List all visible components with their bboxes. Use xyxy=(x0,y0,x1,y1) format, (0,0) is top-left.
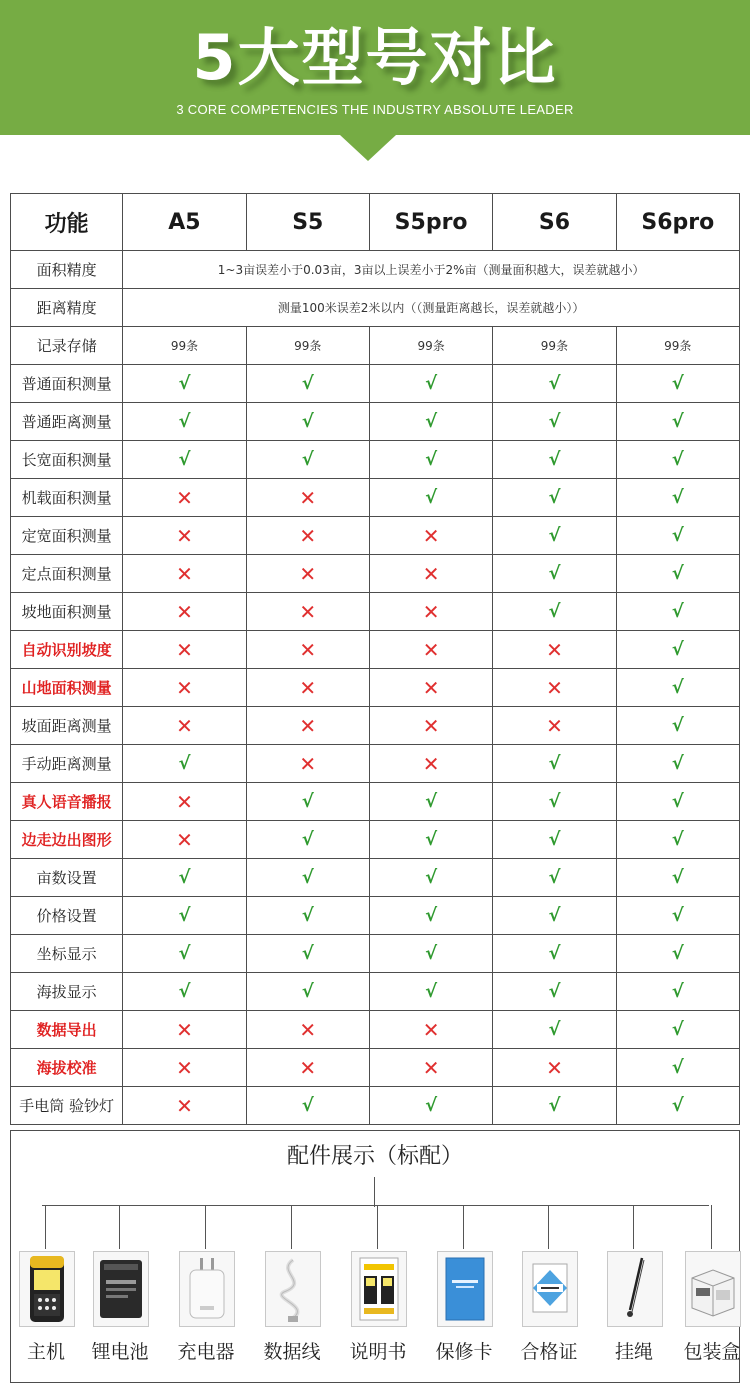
storage-cell: 99条 xyxy=(616,327,739,365)
feature-cell xyxy=(493,669,616,707)
storage-cell: 99条 xyxy=(123,327,246,365)
feature-cell xyxy=(493,631,616,669)
table-row xyxy=(11,973,740,1011)
feature-cell xyxy=(616,821,739,859)
feature-cell xyxy=(246,897,369,935)
cross-icon: ✕ xyxy=(176,713,193,738)
table-row-storage xyxy=(11,327,740,365)
check-icon: √ xyxy=(671,677,684,698)
cross-icon: ✕ xyxy=(176,561,193,586)
feature-cell xyxy=(123,631,246,669)
table-row xyxy=(11,1049,740,1087)
check-icon: √ xyxy=(548,829,561,850)
feature-cell xyxy=(493,441,616,479)
cross-icon: ✕ xyxy=(299,523,317,548)
connector-line xyxy=(42,1205,709,1206)
accessory-label: 保修卡 xyxy=(435,1341,493,1363)
feature-cell xyxy=(369,593,492,631)
feature-label: 手动距离测量 xyxy=(11,745,123,783)
cross-icon: ✕ xyxy=(546,637,563,662)
feature-cell xyxy=(616,707,739,745)
accessory-label: 锂电池 xyxy=(91,1341,149,1363)
feature-cell xyxy=(493,973,616,1011)
cross-icon: ✕ xyxy=(422,1055,440,1080)
check-icon: √ xyxy=(425,1095,438,1116)
feature-cell xyxy=(369,1011,492,1049)
feature-label: 价格设置 xyxy=(11,897,123,935)
cross-icon: ✕ xyxy=(299,561,317,586)
check-icon: √ xyxy=(671,1057,684,1078)
feature-cell xyxy=(493,897,616,935)
feature-cell xyxy=(616,745,739,783)
table-row xyxy=(11,479,740,517)
column-header-a5: A5 xyxy=(123,194,246,251)
check-icon: √ xyxy=(671,791,684,812)
table-row xyxy=(11,707,740,745)
feature-cell xyxy=(616,1011,739,1049)
table-row xyxy=(11,897,740,935)
feature-label: 坡地面积测量 xyxy=(11,593,123,631)
charger-icon xyxy=(179,1251,235,1327)
check-icon: √ xyxy=(671,829,684,850)
check-icon: √ xyxy=(178,449,191,470)
row-label: 距离精度 xyxy=(11,289,123,327)
feature-cell xyxy=(246,441,369,479)
cross-icon: ✕ xyxy=(546,713,563,738)
check-icon: √ xyxy=(178,943,191,964)
feature-cell xyxy=(123,973,246,1011)
feature-cell xyxy=(123,593,246,631)
check-icon: √ xyxy=(548,791,561,812)
check-icon: √ xyxy=(548,411,561,432)
feature-cell xyxy=(369,555,492,593)
feature-cell xyxy=(369,935,492,973)
page-title: 5大型号对比 xyxy=(192,21,558,94)
manual-icon xyxy=(351,1251,407,1327)
column-header-s6pro: S6pro xyxy=(616,194,739,251)
check-icon: √ xyxy=(301,1095,314,1116)
cross-icon: ✕ xyxy=(299,485,317,510)
feature-cell xyxy=(493,783,616,821)
feature-cell xyxy=(369,479,492,517)
feature-cell xyxy=(616,783,739,821)
check-icon: √ xyxy=(671,943,684,964)
feature-cell xyxy=(246,631,369,669)
feature-cell xyxy=(616,479,739,517)
feature-cell xyxy=(369,441,492,479)
feature-cell xyxy=(616,1049,739,1087)
feature-cell xyxy=(123,935,246,973)
feature-label: 真人语音播报 xyxy=(11,783,123,821)
feature-cell xyxy=(123,745,246,783)
connector-line xyxy=(463,1205,464,1249)
feature-cell xyxy=(246,1049,369,1087)
column-header-s5pro: S5pro xyxy=(369,194,492,251)
feature-cell xyxy=(123,555,246,593)
column-header-s5: S5 xyxy=(246,194,369,251)
feature-cell xyxy=(123,859,246,897)
feature-cell xyxy=(493,593,616,631)
feature-label: 定宽面积测量 xyxy=(11,517,123,555)
accessories-title: 配件展示（标配） xyxy=(286,1144,463,1169)
feature-cell xyxy=(246,783,369,821)
box-icon xyxy=(685,1251,741,1327)
feature-cell xyxy=(246,707,369,745)
accessory-label: 包装盒 xyxy=(683,1341,741,1363)
feature-cell xyxy=(246,555,369,593)
feature-cell xyxy=(493,859,616,897)
cross-icon: ✕ xyxy=(176,1093,193,1118)
feature-cell xyxy=(616,631,739,669)
feature-cell xyxy=(246,593,369,631)
check-icon: √ xyxy=(548,525,561,546)
check-icon: √ xyxy=(548,601,561,622)
connector-line xyxy=(377,1205,378,1249)
check-icon: √ xyxy=(548,753,561,774)
cross-icon: ✕ xyxy=(176,599,193,624)
table-row xyxy=(11,365,740,403)
feature-cell xyxy=(246,973,369,1011)
accessory-label: 说明书 xyxy=(349,1341,407,1363)
check-icon: √ xyxy=(548,1019,561,1040)
check-icon: √ xyxy=(301,373,314,394)
cross-icon: ✕ xyxy=(176,523,193,548)
cross-icon: ✕ xyxy=(176,827,193,852)
feature-cell xyxy=(123,1049,246,1087)
cross-icon: ✕ xyxy=(422,561,440,586)
check-icon: √ xyxy=(548,943,561,964)
feature-label: 坐标显示 xyxy=(11,935,123,973)
header-banner xyxy=(0,0,750,135)
page-subtitle: 3 CORE COMPETENCIES THE INDUSTRY ABSOLUTE LEADER xyxy=(176,102,574,117)
table-row xyxy=(11,517,740,555)
table-row xyxy=(11,669,740,707)
check-icon: √ xyxy=(301,791,314,812)
check-icon: √ xyxy=(548,867,561,888)
connector-line xyxy=(205,1205,206,1249)
feature-cell xyxy=(493,821,616,859)
feature-cell xyxy=(493,1087,616,1125)
check-icon: √ xyxy=(671,373,684,394)
connector-line xyxy=(374,1177,375,1207)
cross-icon: ✕ xyxy=(299,751,317,776)
accessory-label: 数据线 xyxy=(263,1341,321,1363)
check-icon: √ xyxy=(671,563,684,584)
feature-cell xyxy=(369,1049,492,1087)
feature-label: 定点面积测量 xyxy=(11,555,123,593)
feature-cell xyxy=(369,783,492,821)
table-row xyxy=(11,783,740,821)
feature-label: 海拔校准 xyxy=(11,1049,123,1087)
feature-cell xyxy=(123,441,246,479)
feature-cell xyxy=(123,365,246,403)
lanyard-icon xyxy=(607,1251,663,1327)
check-icon: √ xyxy=(178,905,191,926)
storage-cell: 99条 xyxy=(246,327,369,365)
cross-icon: ✕ xyxy=(546,675,563,700)
check-icon: √ xyxy=(671,449,684,470)
feature-cell xyxy=(616,517,739,555)
check-icon: √ xyxy=(301,867,314,888)
check-icon: √ xyxy=(425,411,438,432)
check-icon: √ xyxy=(425,449,438,470)
check-icon: √ xyxy=(425,373,438,394)
feature-cell xyxy=(246,517,369,555)
table-row xyxy=(11,1087,740,1125)
feature-cell xyxy=(123,897,246,935)
row-label: 面积精度 xyxy=(11,251,123,289)
cross-icon: ✕ xyxy=(299,675,317,700)
feature-cell xyxy=(246,1087,369,1125)
feature-cell xyxy=(369,859,492,897)
feature-cell xyxy=(246,669,369,707)
check-icon: √ xyxy=(301,981,314,1002)
cross-icon: ✕ xyxy=(422,599,440,624)
check-icon: √ xyxy=(548,1095,561,1116)
check-icon: √ xyxy=(178,373,191,394)
feature-cell xyxy=(493,707,616,745)
table-row xyxy=(11,1011,740,1049)
feature-cell xyxy=(246,479,369,517)
battery-icon xyxy=(93,1251,149,1327)
comparison-table xyxy=(10,193,740,1125)
check-icon: √ xyxy=(671,525,684,546)
warranty-card-icon xyxy=(437,1251,493,1327)
cross-icon: ✕ xyxy=(422,523,440,548)
storage-cell: 99条 xyxy=(493,327,616,365)
column-header-s6: S6 xyxy=(493,194,616,251)
feature-cell xyxy=(369,631,492,669)
feature-cell xyxy=(616,593,739,631)
comparison-table-wrapper xyxy=(10,193,740,1125)
table-row xyxy=(11,935,740,973)
feature-cell xyxy=(246,745,369,783)
table-row xyxy=(11,745,740,783)
feature-cell xyxy=(616,365,739,403)
feature-cell xyxy=(493,365,616,403)
check-icon: √ xyxy=(548,981,561,1002)
accessory-label: 主机 xyxy=(26,1341,65,1363)
feature-label: 普通面积测量 xyxy=(11,365,123,403)
feature-cell xyxy=(369,403,492,441)
connector-line xyxy=(548,1205,549,1249)
check-icon: √ xyxy=(301,905,314,926)
table-row xyxy=(11,859,740,897)
feature-cell xyxy=(369,365,492,403)
check-icon: √ xyxy=(178,981,191,1002)
check-icon: √ xyxy=(671,715,684,736)
cross-icon: ✕ xyxy=(422,751,440,776)
feature-cell xyxy=(493,479,616,517)
check-icon: √ xyxy=(301,829,314,850)
feature-cell xyxy=(616,935,739,973)
connector-line xyxy=(119,1205,120,1249)
check-icon: √ xyxy=(671,601,684,622)
feature-cell xyxy=(123,479,246,517)
feature-cell xyxy=(493,1011,616,1049)
cable-icon xyxy=(265,1251,321,1327)
cross-icon: ✕ xyxy=(422,675,440,700)
check-icon: √ xyxy=(425,829,438,850)
cross-icon: ✕ xyxy=(176,485,193,510)
table-row xyxy=(11,631,740,669)
connector-line xyxy=(45,1205,46,1249)
accessory-label: 充电器 xyxy=(177,1341,235,1363)
cross-icon: ✕ xyxy=(299,637,317,662)
connector-line xyxy=(711,1205,712,1249)
feature-cell xyxy=(616,403,739,441)
table-row xyxy=(11,441,740,479)
cross-icon: ✕ xyxy=(299,1055,317,1080)
certificate-icon xyxy=(522,1251,578,1327)
cross-icon: ✕ xyxy=(422,637,440,662)
feature-cell xyxy=(123,403,246,441)
feature-cell xyxy=(246,365,369,403)
feature-cell xyxy=(369,707,492,745)
feature-label: 山地面积测量 xyxy=(11,669,123,707)
check-icon: √ xyxy=(425,791,438,812)
feature-cell xyxy=(123,669,246,707)
check-icon: √ xyxy=(671,753,684,774)
feature-cell xyxy=(369,973,492,1011)
table-header-row xyxy=(11,194,740,251)
feature-cell xyxy=(616,669,739,707)
accessory-label: 挂绳 xyxy=(614,1341,653,1363)
feature-label: 手电筒 验钞灯 xyxy=(11,1087,123,1125)
table-row xyxy=(11,555,740,593)
feature-cell xyxy=(246,821,369,859)
cross-icon: ✕ xyxy=(422,713,440,738)
cross-icon: ✕ xyxy=(176,675,193,700)
check-icon: √ xyxy=(671,1095,684,1116)
check-icon: √ xyxy=(671,411,684,432)
check-icon: √ xyxy=(548,487,561,508)
feature-cell xyxy=(123,821,246,859)
check-icon: √ xyxy=(671,867,684,888)
row-label: 记录存储 xyxy=(11,327,123,365)
check-icon: √ xyxy=(425,943,438,964)
feature-label: 长宽面积测量 xyxy=(11,441,123,479)
check-icon: √ xyxy=(671,981,684,1002)
feature-label: 自动识别坡度 xyxy=(11,631,123,669)
connector-line xyxy=(633,1205,634,1249)
feature-cell xyxy=(123,783,246,821)
feature-cell xyxy=(493,935,616,973)
feature-cell xyxy=(246,403,369,441)
check-icon: √ xyxy=(671,639,684,660)
check-icon: √ xyxy=(671,487,684,508)
device-icon xyxy=(19,1251,75,1327)
accessory-label: 合格证 xyxy=(520,1341,578,1363)
feature-cell xyxy=(246,859,369,897)
feature-cell xyxy=(616,973,739,1011)
area-accuracy-note: 1~3亩误差小于0.03亩，3亩以上误差小于2%亩（测量面积越大，误差就越小） xyxy=(123,251,740,289)
feature-label: 边走边出图形 xyxy=(11,821,123,859)
feature-cell xyxy=(246,935,369,973)
check-icon: √ xyxy=(425,867,438,888)
feature-cell xyxy=(123,707,246,745)
feature-cell xyxy=(493,1049,616,1087)
column-header-feature: 功能 xyxy=(11,194,123,251)
feature-cell xyxy=(616,897,739,935)
feature-cell xyxy=(369,897,492,935)
check-icon: √ xyxy=(548,449,561,470)
feature-label: 海拔显示 xyxy=(11,973,123,1011)
table-row xyxy=(11,821,740,859)
cross-icon: ✕ xyxy=(422,1017,440,1042)
cross-icon: ✕ xyxy=(546,1055,563,1080)
feature-cell xyxy=(616,441,739,479)
check-icon: √ xyxy=(425,487,438,508)
feature-cell xyxy=(369,1087,492,1125)
table-row xyxy=(11,403,740,441)
feature-cell xyxy=(123,1087,246,1125)
cross-icon: ✕ xyxy=(299,1017,317,1042)
feature-cell xyxy=(616,1087,739,1125)
check-icon: √ xyxy=(301,943,314,964)
feature-cell xyxy=(369,669,492,707)
feature-cell xyxy=(369,821,492,859)
feature-cell xyxy=(493,403,616,441)
table-row-distance-accuracy xyxy=(11,289,740,327)
feature-label: 普通距离测量 xyxy=(11,403,123,441)
accessories-panel xyxy=(10,1130,740,1383)
feature-cell xyxy=(616,859,739,897)
check-icon: √ xyxy=(301,411,314,432)
check-icon: √ xyxy=(178,753,191,774)
cross-icon: ✕ xyxy=(299,599,317,624)
feature-cell xyxy=(493,517,616,555)
cross-icon: ✕ xyxy=(299,713,317,738)
cross-icon: ✕ xyxy=(176,789,193,814)
feature-cell xyxy=(493,555,616,593)
cross-icon: ✕ xyxy=(176,1055,193,1080)
connector-line xyxy=(291,1205,292,1249)
feature-cell xyxy=(616,555,739,593)
check-icon: √ xyxy=(425,905,438,926)
header-pointer xyxy=(340,135,396,161)
check-icon: √ xyxy=(671,1019,684,1040)
check-icon: √ xyxy=(178,411,191,432)
feature-label: 坡面距离测量 xyxy=(11,707,123,745)
check-icon: √ xyxy=(301,449,314,470)
feature-cell xyxy=(493,745,616,783)
feature-cell xyxy=(246,1011,369,1049)
distance-accuracy-note: 测量100米误差2米以内（（测量距离越长，误差就越小）） xyxy=(123,289,740,327)
table-row xyxy=(11,593,740,631)
feature-cell xyxy=(123,1011,246,1049)
check-icon: √ xyxy=(671,905,684,926)
storage-cell: 99条 xyxy=(369,327,492,365)
feature-label: 机载面积测量 xyxy=(11,479,123,517)
feature-cell xyxy=(369,517,492,555)
feature-cell xyxy=(123,517,246,555)
table-row-area-accuracy xyxy=(11,251,740,289)
check-icon: √ xyxy=(548,563,561,584)
cross-icon: ✕ xyxy=(176,637,193,662)
feature-label: 亩数设置 xyxy=(11,859,123,897)
check-icon: √ xyxy=(178,867,191,888)
feature-cell xyxy=(369,745,492,783)
feature-label: 数据导出 xyxy=(11,1011,123,1049)
check-icon: √ xyxy=(548,373,561,394)
cross-icon: ✕ xyxy=(176,1017,193,1042)
check-icon: √ xyxy=(425,981,438,1002)
check-icon: √ xyxy=(548,905,561,926)
